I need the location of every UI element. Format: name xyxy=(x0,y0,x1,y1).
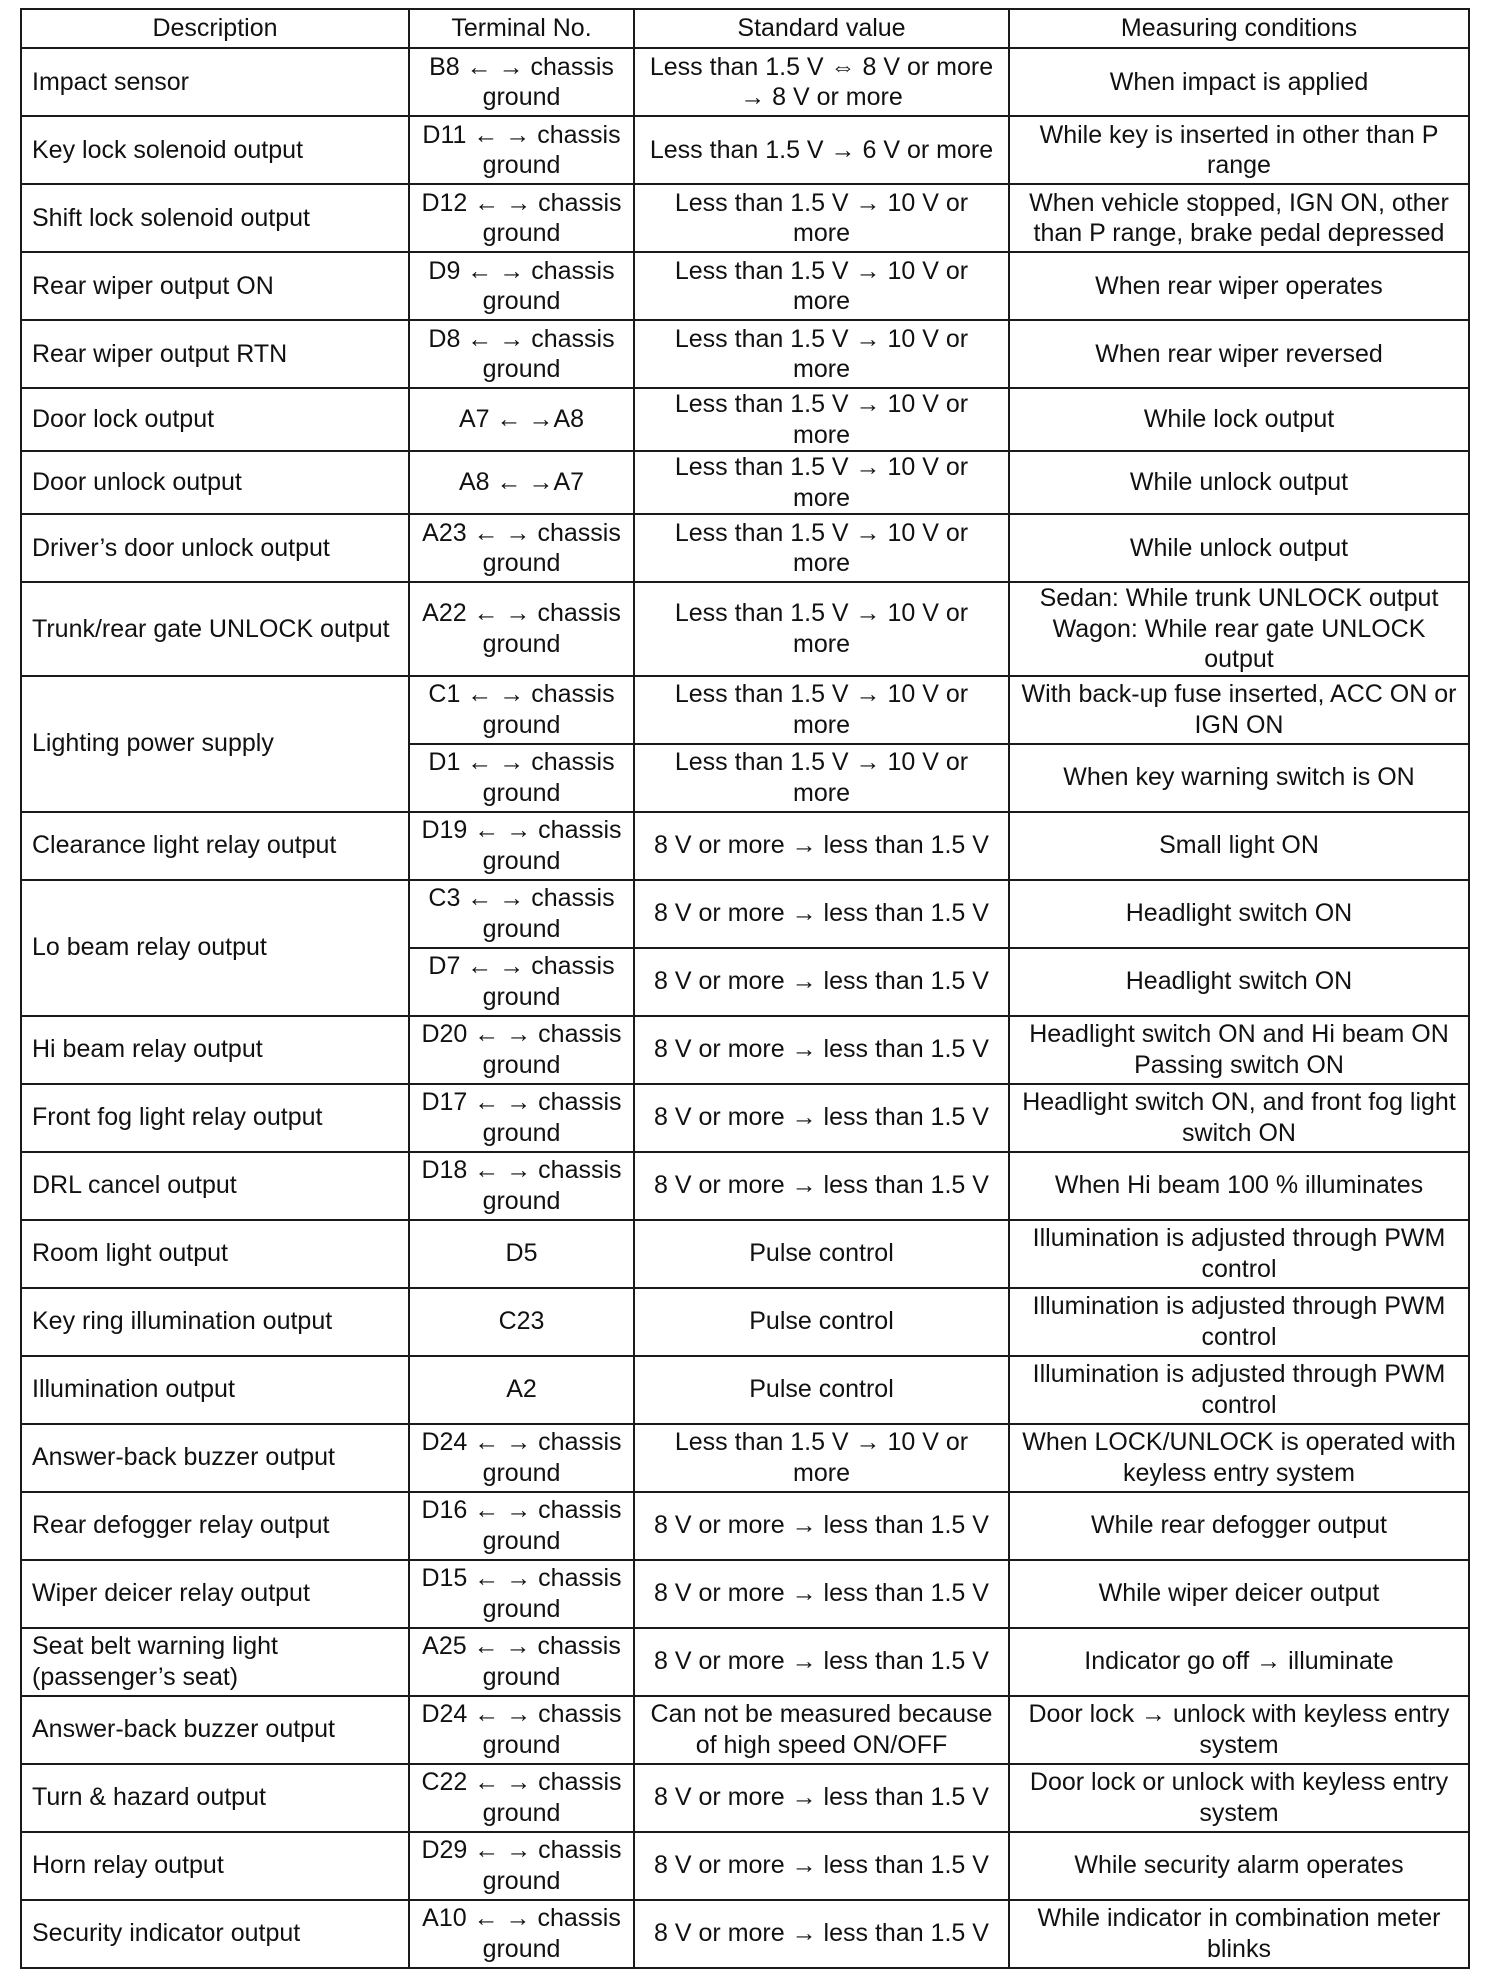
table-row xyxy=(21,1764,1469,1832)
standard-value-cell: Less than 1.5 V → 10 V or more xyxy=(634,252,1009,320)
conditions-cell: Door lock → unlock with keyless entry system xyxy=(1009,1696,1469,1764)
description-cell: Key lock solenoid output xyxy=(21,116,409,184)
conditions-cell: Illumination is adjusted through PWM control xyxy=(1009,1220,1469,1288)
table-row xyxy=(21,812,1469,880)
standard-value-cell: 8 V or more → less than 1.5 V xyxy=(634,1492,1009,1560)
terminal-cell: D16 ← → chassis ground xyxy=(409,1492,634,1560)
description-cell: Door lock output xyxy=(21,388,409,451)
table-row xyxy=(21,48,1469,116)
terminal-cell: D24 ← → chassis ground xyxy=(409,1696,634,1764)
conditions-cell: When vehicle stopped, IGN ON, other than P range, brake pedal depressed xyxy=(1009,184,1469,252)
description-cell: Door unlock output xyxy=(21,451,409,514)
table-row xyxy=(21,1016,1469,1084)
standard-value-cell: Less than 1.5 V → 10 V or more xyxy=(634,676,1009,744)
description-cell: DRL cancel output xyxy=(21,1152,409,1220)
table-row xyxy=(21,116,1469,184)
conditions-cell: While wiper deicer output xyxy=(1009,1560,1469,1628)
conditions-cell: Headlight switch ON, and front fog light switch ON xyxy=(1009,1084,1469,1152)
terminal-cell: A23 ← → chassis ground xyxy=(409,514,634,582)
description-cell: Rear wiper output ON xyxy=(21,252,409,320)
terminal-cell: A7 ← →A8 xyxy=(409,388,634,451)
table-row xyxy=(21,1220,1469,1288)
description-cell: Illumination output xyxy=(21,1356,409,1424)
table-row xyxy=(21,1560,1469,1628)
terminal-cell: D20 ← → chassis ground xyxy=(409,1016,634,1084)
table-row xyxy=(21,582,1469,676)
description-cell: Lo beam relay output xyxy=(21,880,409,1016)
terminal-cell: C1 ← → chassis ground xyxy=(409,676,634,744)
standard-value-cell: Less than 1.5 V → 10 V or more xyxy=(634,744,1009,812)
description-cell: Driver’s door unlock output xyxy=(21,514,409,582)
header-standard-value: Standard value xyxy=(634,9,1009,48)
standard-value-cell: 8 V or more → less than 1.5 V xyxy=(634,1900,1009,1968)
terminal-cell: A10 ← → chassis ground xyxy=(409,1900,634,1968)
description-cell: Front fog light relay output xyxy=(21,1084,409,1152)
terminal-cell: D24 ← → chassis ground xyxy=(409,1424,634,1492)
standard-value-cell: 8 V or more → less than 1.5 V xyxy=(634,1152,1009,1220)
table-row xyxy=(21,514,1469,582)
terminal-cell: D19 ← → chassis ground xyxy=(409,812,634,880)
terminal-cell: B8 ← → chassis ground xyxy=(409,48,634,116)
description-cell: Answer-back buzzer output xyxy=(21,1696,409,1764)
header-description: Description xyxy=(21,9,409,48)
standard-value-cell: Less than 1.5 V → 6 V or more xyxy=(634,116,1009,184)
description-cell: Answer-back buzzer output xyxy=(21,1424,409,1492)
table-row xyxy=(21,184,1469,252)
conditions-cell: When rear wiper reversed xyxy=(1009,320,1469,388)
conditions-cell: Door lock or unlock with keyless entry system xyxy=(1009,1764,1469,1832)
conditions-cell: When LOCK/UNLOCK is operated with keyless entry system xyxy=(1009,1424,1469,1492)
conditions-cell: Sedan: While trunk UNLOCK output Wagon: While rear gate UNLOCK output xyxy=(1009,582,1469,676)
table-row xyxy=(21,1288,1469,1356)
table-row xyxy=(21,676,1469,744)
table-row xyxy=(21,1628,1469,1696)
terminal-cell: D1 ← → chassis ground xyxy=(409,744,634,812)
description-cell: Horn relay output xyxy=(21,1832,409,1900)
table-row xyxy=(21,1084,1469,1152)
standard-value-cell: Less than 1.5 V → 10 V or more xyxy=(634,184,1009,252)
terminal-cell: D18 ← → chassis ground xyxy=(409,1152,634,1220)
description-cell: Rear wiper output RTN xyxy=(21,320,409,388)
standard-value-cell: 8 V or more → less than 1.5 V xyxy=(634,1832,1009,1900)
standard-value-cell: 8 V or more → less than 1.5 V xyxy=(634,1628,1009,1696)
description-cell: Rear defogger relay output xyxy=(21,1492,409,1560)
terminal-cell: A2 xyxy=(409,1356,634,1424)
terminal-cell: D9 ← → chassis ground xyxy=(409,252,634,320)
table-row xyxy=(21,451,1469,514)
conditions-cell: While unlock output xyxy=(1009,514,1469,582)
terminal-cell: D5 xyxy=(409,1220,634,1288)
conditions-cell: With back-up fuse inserted, ACC ON or IGN ON xyxy=(1009,676,1469,744)
standard-value-cell: Less than 1.5 V → 10 V or more xyxy=(634,388,1009,451)
table-row xyxy=(21,1696,1469,1764)
standard-value-cell: Pulse control xyxy=(634,1220,1009,1288)
standard-value-cell: Less than 1.5 V → 10 V or more xyxy=(634,320,1009,388)
terminal-cell: A8 ← →A7 xyxy=(409,451,634,514)
terminal-cell: D7 ← → chassis ground xyxy=(409,948,634,1016)
terminal-cell: C22 ← → chassis ground xyxy=(409,1764,634,1832)
terminal-cell: D11 ← → chassis ground xyxy=(409,116,634,184)
standard-value-cell: Less than 1.5 V → 10 V or more xyxy=(634,1424,1009,1492)
standard-value-cell: Pulse control xyxy=(634,1356,1009,1424)
standard-value-cell: 8 V or more → less than 1.5 V xyxy=(634,812,1009,880)
terminal-cell: A22 ← → chassis ground xyxy=(409,582,634,676)
description-cell: Impact sensor xyxy=(21,48,409,116)
description-cell: Clearance light relay output xyxy=(21,812,409,880)
description-cell: Hi beam relay output xyxy=(21,1016,409,1084)
terminal-cell: C3 ← → chassis ground xyxy=(409,880,634,948)
standard-value-cell: Pulse control xyxy=(634,1288,1009,1356)
conditions-cell: While rear defogger output xyxy=(1009,1492,1469,1560)
terminal-cell: D15 ← → chassis ground xyxy=(409,1560,634,1628)
terminal-cell: D8 ← → chassis ground xyxy=(409,320,634,388)
conditions-cell: Headlight switch ON xyxy=(1009,880,1469,948)
conditions-cell: When impact is applied xyxy=(1009,48,1469,116)
description-cell: Shift lock solenoid output xyxy=(21,184,409,252)
standard-value-cell: Less than 1.5 V → 10 V or more xyxy=(634,514,1009,582)
conditions-cell: Illumination is adjusted through PWM control xyxy=(1009,1288,1469,1356)
standard-value-cell: 8 V or more → less than 1.5 V xyxy=(634,1764,1009,1832)
conditions-cell: Headlight switch ON and Hi beam ON Passing switch ON xyxy=(1009,1016,1469,1084)
description-cell: Seat belt warning light (passenger’s seat) xyxy=(21,1628,409,1696)
table-header-row xyxy=(21,9,1469,48)
conditions-cell: While key is inserted in other than P range xyxy=(1009,116,1469,184)
terminal-cell: D12 ← → chassis ground xyxy=(409,184,634,252)
standard-value-cell: Can not be measured because of high speed ON/OFF xyxy=(634,1696,1009,1764)
table-row xyxy=(21,880,1469,948)
terminal-cell: D17 ← → chassis ground xyxy=(409,1084,634,1152)
standard-value-cell: 8 V or more → less than 1.5 V xyxy=(634,880,1009,948)
description-cell: Lighting power supply xyxy=(21,676,409,812)
description-cell: Wiper deicer relay output xyxy=(21,1560,409,1628)
conditions-cell: While indicator in combination meter blinks xyxy=(1009,1900,1469,1968)
table-row xyxy=(21,1152,1469,1220)
conditions-cell: Small light ON xyxy=(1009,812,1469,880)
standard-value-cell: Less than 1.5 V → 10 V or more xyxy=(634,582,1009,676)
table-row xyxy=(21,1424,1469,1492)
standard-value-cell: 8 V or more → less than 1.5 V xyxy=(634,1016,1009,1084)
conditions-cell: While security alarm operates xyxy=(1009,1832,1469,1900)
standard-value-cell: Less than 1.5 V → 10 V or more xyxy=(634,451,1009,514)
terminal-cell: C23 xyxy=(409,1288,634,1356)
conditions-cell: While lock output xyxy=(1009,388,1469,451)
conditions-cell: When key warning switch is ON xyxy=(1009,744,1469,812)
description-cell: Security indicator output xyxy=(21,1900,409,1968)
table-row xyxy=(21,1492,1469,1560)
conditions-cell: While unlock output xyxy=(1009,451,1469,514)
conditions-cell: Indicator go off → illuminate xyxy=(1009,1628,1469,1696)
terminal-cell: A25 ← → chassis ground xyxy=(409,1628,634,1696)
table-row xyxy=(21,388,1469,451)
header-measuring-conditions: Measuring conditions xyxy=(1009,9,1469,48)
table-row xyxy=(21,1832,1469,1900)
standard-value-cell: 8 V or more → less than 1.5 V xyxy=(634,1084,1009,1152)
header-terminal-no: Terminal No. xyxy=(409,9,634,48)
standard-value-cell: 8 V or more → less than 1.5 V xyxy=(634,1560,1009,1628)
description-cell: Turn & hazard output xyxy=(21,1764,409,1832)
conditions-cell: Headlight switch ON xyxy=(1009,948,1469,1016)
description-cell: Key ring illumination output xyxy=(21,1288,409,1356)
description-cell: Trunk/rear gate UNLOCK output xyxy=(21,582,409,676)
description-cell: Room light output xyxy=(21,1220,409,1288)
standard-value-cell: 8 V or more → less than 1.5 V xyxy=(634,948,1009,1016)
conditions-cell: When rear wiper operates xyxy=(1009,252,1469,320)
standard-value-cell: Less than 1.5 V ⇔ 8 V or more → 8 V or more xyxy=(634,48,1009,116)
table-row xyxy=(21,1356,1469,1424)
table-row xyxy=(21,320,1469,388)
conditions-cell: When Hi beam 100 % illuminates xyxy=(1009,1152,1469,1220)
table-row xyxy=(21,252,1469,320)
table-row xyxy=(21,1900,1469,1968)
conditions-cell: Illumination is adjusted through PWM control xyxy=(1009,1356,1469,1424)
terminal-cell: D29 ← → chassis ground xyxy=(409,1832,634,1900)
terminal-spec-table xyxy=(20,8,1470,1969)
